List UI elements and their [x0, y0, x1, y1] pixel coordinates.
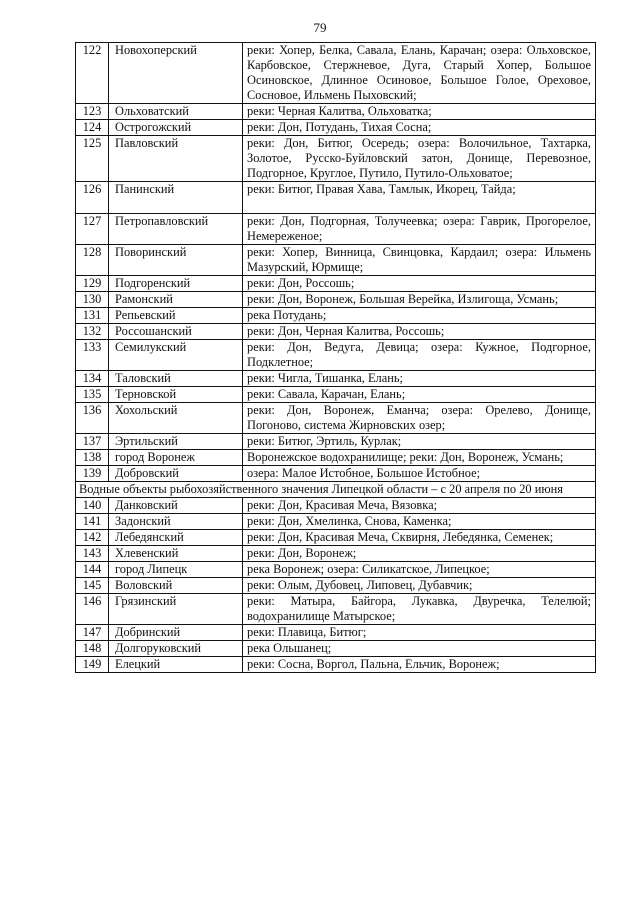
district-name: Россошанский [109, 324, 243, 340]
water-objects: реки: Хопер, Винница, Свинцовка, Кардаил; озера: Ильмень Мазурский, Юрмище; [243, 245, 596, 276]
district-name: Ольховатский [109, 104, 243, 120]
table-row [76, 245, 596, 276]
water-objects: реки: Дон, Подгорная, Толучеевка; озера: Гаврик, Прогорелое, Немереженое; [243, 214, 596, 245]
water-objects: озера: Малое Истобное, Большое Истобное; [243, 466, 596, 482]
water-objects: реки: Дон, Черная Калитва, Россошь; [243, 324, 596, 340]
water-objects: реки: Черная Калитва, Ольховатка; [243, 104, 596, 120]
row-number: 126 [76, 182, 109, 214]
row-number: 142 [76, 530, 109, 546]
row-number: 133 [76, 340, 109, 371]
row-number: 134 [76, 371, 109, 387]
row-number: 146 [76, 594, 109, 625]
district-name: Репьевский [109, 308, 243, 324]
table-body-voronezh [76, 43, 596, 482]
water-objects: реки: Дон, Потудань, Тихая Сосна; [243, 120, 596, 136]
water-bodies-table-container [75, 42, 595, 673]
district-name: Добровский [109, 466, 243, 482]
row-number: 149 [76, 657, 109, 673]
section-heading: Водные объекты рыбохозяйственного значения Липецкой области – с 20 апреля по 20 июня [76, 482, 596, 498]
table-row [76, 578, 596, 594]
section-heading-group [76, 482, 596, 498]
row-number: 144 [76, 562, 109, 578]
row-number: 135 [76, 387, 109, 403]
water-objects: реки: Савала, Карачан, Елань; [243, 387, 596, 403]
district-name: Семилукский [109, 340, 243, 371]
water-objects: реки: Дон, Воронеж, Еманча; озера: Орелево, Донище, Погоново, система Жирновских озер; [243, 403, 596, 434]
district-name: Рамонский [109, 292, 243, 308]
district-name: Новохоперский [109, 43, 243, 104]
table-row [76, 594, 596, 625]
water-objects: реки: Дон, Россошь; [243, 276, 596, 292]
page-number: 79 [313, 20, 327, 35]
row-number: 139 [76, 466, 109, 482]
district-name: Терновской [109, 387, 243, 403]
row-number: 136 [76, 403, 109, 434]
row-number: 143 [76, 546, 109, 562]
district-name: Грязинский [109, 594, 243, 625]
table-row [76, 308, 596, 324]
row-number: 124 [76, 120, 109, 136]
district-name: Панинский [109, 182, 243, 214]
row-number: 129 [76, 276, 109, 292]
water-objects: реки: Дон, Воронеж, Большая Верейка, Излигоща, Усмань; [243, 292, 596, 308]
row-number: 130 [76, 292, 109, 308]
table-row [76, 562, 596, 578]
table-row [76, 625, 596, 641]
district-name: город Воронеж [109, 450, 243, 466]
district-name: Долгоруковский [109, 641, 243, 657]
water-objects: реки: Дон, Битюг, Осередь; озера: Волочильное, Тахтарка, Золотое, Русско-Буйловский затон, Донище, Перевозное, Подгорное, Круглое, Путило, Путило-Ольховатое; [243, 136, 596, 182]
table-row [76, 641, 596, 657]
water-objects: реки: Дон, Красивая Меча, Сквирня, Лебедянка, Семенек; [243, 530, 596, 546]
district-name: Острогожский [109, 120, 243, 136]
table-row [76, 498, 596, 514]
water-objects: реки: Плавица, Битюг; [243, 625, 596, 641]
row-number: 147 [76, 625, 109, 641]
table-row [76, 387, 596, 403]
row-number: 123 [76, 104, 109, 120]
row-number: 127 [76, 214, 109, 245]
water-objects: реки: Дон, Красивая Меча, Вязовка; [243, 498, 596, 514]
water-objects: реки: Чигла, Тишанка, Елань; [243, 371, 596, 387]
table-row [76, 104, 596, 120]
district-name: Хохольский [109, 403, 243, 434]
table-row [76, 657, 596, 673]
water-objects: реки: Дон, Воронеж; [243, 546, 596, 562]
table-row [76, 466, 596, 482]
table-row [76, 514, 596, 530]
table-row [76, 182, 596, 214]
table-row [76, 292, 596, 308]
row-number: 132 [76, 324, 109, 340]
water-objects: реки: Дон, Ведуга, Девица; озера: Кужное, Подгорное, Подклетное; [243, 340, 596, 371]
district-name: Добринский [109, 625, 243, 641]
row-number: 122 [76, 43, 109, 104]
district-name: Задонский [109, 514, 243, 530]
row-number: 131 [76, 308, 109, 324]
row-number: 138 [76, 450, 109, 466]
water-objects: река Потудань; [243, 308, 596, 324]
district-name: Павловский [109, 136, 243, 182]
water-objects: реки: Битюг, Эртиль, Курлак; [243, 434, 596, 450]
table-row [76, 120, 596, 136]
row-number: 141 [76, 514, 109, 530]
district-name: Хлевенский [109, 546, 243, 562]
table-row [76, 530, 596, 546]
table-row [76, 546, 596, 562]
district-name: Поворинский [109, 245, 243, 276]
district-name: город Липецк [109, 562, 243, 578]
district-name: Елецкий [109, 657, 243, 673]
row-number: 125 [76, 136, 109, 182]
water-objects: Воронежское водохранилище; реки: Дон, Воронеж, Усмань; [243, 450, 596, 466]
water-objects: реки: Сосна, Воргол, Пальна, Ельчик, Воронеж; [243, 657, 596, 673]
table-row [76, 340, 596, 371]
water-bodies-table [75, 42, 596, 673]
district-name: Эртильский [109, 434, 243, 450]
district-name: Данковский [109, 498, 243, 514]
row-number: 148 [76, 641, 109, 657]
table-row [76, 403, 596, 434]
table-row [76, 136, 596, 182]
water-objects: реки: Олым, Дубовец, Липовец, Дубавчик; [243, 578, 596, 594]
table-row [76, 214, 596, 245]
water-objects: реки: Битюг, Правая Хава, Тамлык, Икорец, Тайда; [243, 182, 596, 214]
section-heading-row [76, 482, 596, 498]
table-row [76, 43, 596, 104]
row-number: 140 [76, 498, 109, 514]
row-number: 128 [76, 245, 109, 276]
table-body-lipetsk [76, 498, 596, 673]
table-row [76, 450, 596, 466]
row-number: 137 [76, 434, 109, 450]
district-name: Лебедянский [109, 530, 243, 546]
water-objects: река Ольшанец; [243, 641, 596, 657]
water-objects: реки: Матыра, Байгора, Лукавка, Двуречка, Телелюй; водохранилище Матырское; [243, 594, 596, 625]
water-objects: река Воронеж; озера: Силикатское, Липецкое; [243, 562, 596, 578]
district-name: Воловский [109, 578, 243, 594]
table-row [76, 434, 596, 450]
table-row [76, 371, 596, 387]
table-row [76, 324, 596, 340]
water-objects: реки: Дон, Хмелинка, Снова, Каменка; [243, 514, 596, 530]
table-row [76, 276, 596, 292]
district-name: Петропавловский [109, 214, 243, 245]
row-number: 145 [76, 578, 109, 594]
district-name: Таловский [109, 371, 243, 387]
water-objects: реки: Хопер, Белка, Савала, Елань, Карачан; озера: Ольховское, Карбовское, Стержневое, Дуга, Старый Хопер, Большое Осиновское, Длинное Осиновое, Большое Голое, Ореховое, Сосновое, Ильмень Пыховский; [243, 43, 596, 104]
district-name: Подгоренский [109, 276, 243, 292]
